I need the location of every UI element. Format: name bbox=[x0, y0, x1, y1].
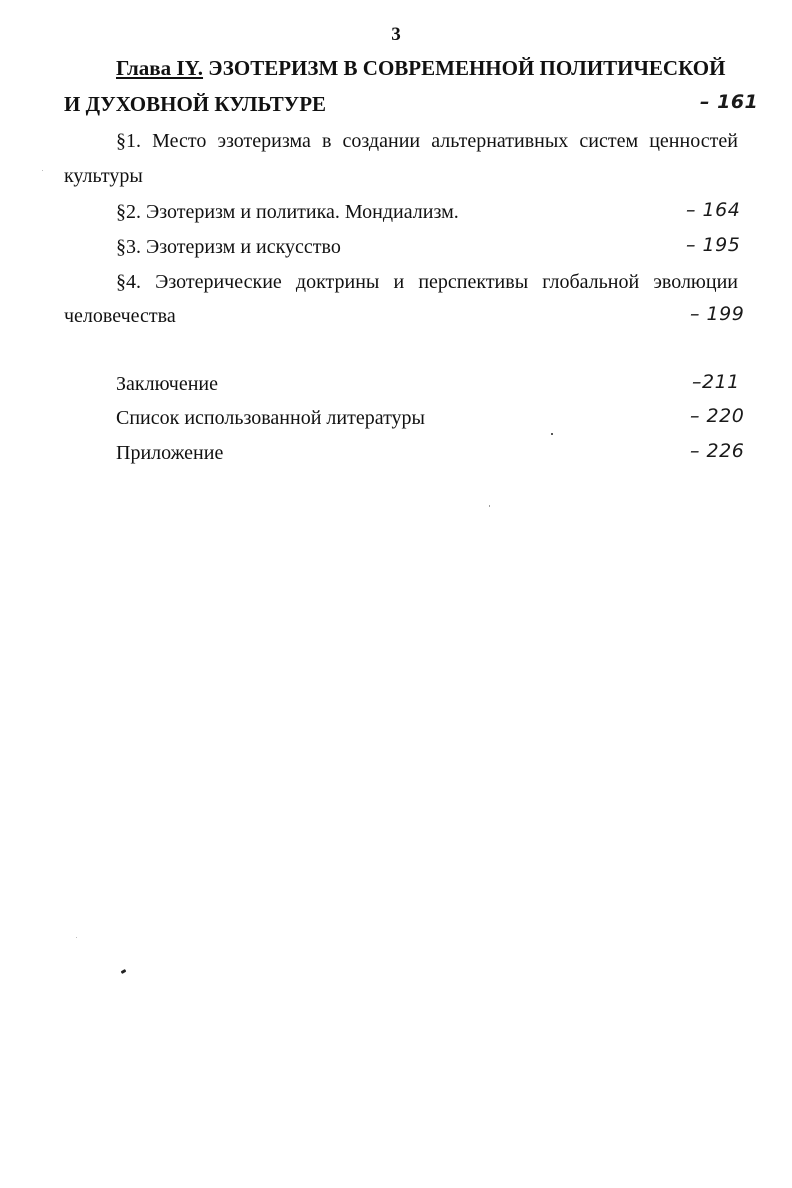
chapter-label: Глава IY. bbox=[116, 56, 204, 80]
word: эволюции bbox=[653, 271, 738, 293]
word: и bbox=[393, 271, 405, 293]
appendix-page-ref: – 226 bbox=[690, 440, 745, 462]
word: Эзотерические bbox=[155, 271, 282, 293]
chapter-page-ref: – 161 bbox=[700, 91, 759, 113]
word: глобальной bbox=[542, 271, 640, 293]
word: §4. bbox=[116, 271, 141, 293]
chapter-title-line2: И ДУХОВНОЙ КУЛЬТУРЕ bbox=[64, 92, 327, 116]
word: систем bbox=[579, 130, 639, 152]
word: ценностей bbox=[649, 130, 738, 152]
section-3-page-ref: – 195 bbox=[686, 234, 741, 256]
scan-speck bbox=[489, 505, 490, 507]
chapter-title-line1: ЭЗОТЕРИЗМ В СОВРЕМЕННОЙ ПОЛИТИЧЕСКОЙ bbox=[208, 56, 726, 80]
word: создании bbox=[342, 130, 421, 152]
scan-speck bbox=[42, 170, 43, 171]
word: доктрины bbox=[295, 271, 380, 293]
bibliography-page-ref: – 220 bbox=[690, 405, 745, 427]
word: в bbox=[321, 130, 332, 152]
conclusion-page-ref: –211 bbox=[692, 371, 740, 393]
section-4-page-ref: – 199 bbox=[690, 303, 745, 325]
word: перспективы bbox=[418, 271, 529, 293]
scan-speck bbox=[76, 937, 77, 938]
word: Место bbox=[152, 130, 207, 152]
section-2-page-ref: – 164 bbox=[686, 199, 741, 221]
page-number: 3 bbox=[391, 24, 401, 45]
word: §1. bbox=[116, 130, 141, 152]
scan-speck bbox=[121, 969, 127, 974]
scan-speck bbox=[551, 433, 553, 435]
word: эзотеризма bbox=[217, 130, 311, 152]
word: альтернативных bbox=[431, 130, 569, 152]
